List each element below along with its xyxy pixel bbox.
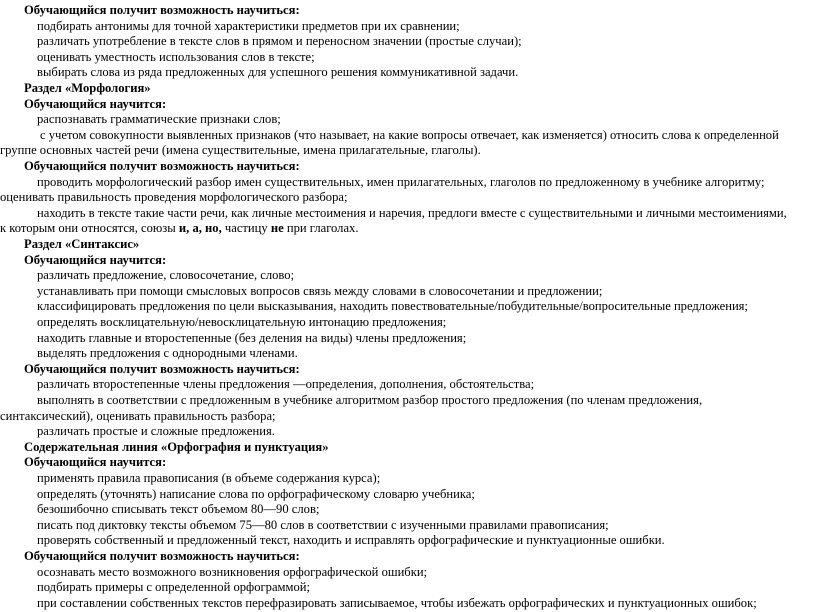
bold-fragment: и, а, но, xyxy=(178,221,222,236)
text-line: классифицировать предложения по цели высказывания, находить повествовательные/побудительные/вопросительные предложения; xyxy=(37,299,748,314)
section-heading: Обучающийся получит возможность научиться: xyxy=(24,361,300,376)
text-line: подбирать антонимы для точной характеристики предметов при их сравнении; xyxy=(37,18,460,33)
text-line: распознавать грамматические признаки слов; xyxy=(37,112,281,127)
text-line: безошибочно списывать текст объемом 80—90 слов; xyxy=(37,502,320,517)
text-line: различать простые и сложные предложения. xyxy=(37,424,275,439)
text-fragment: при глаголах. xyxy=(283,221,359,236)
text-line: при составлении собственных текстов перефразировать записываемое, чтобы избежать орфографических и пунктуационных ошибок; xyxy=(37,595,757,610)
text-line: различать предложение, словосочетание, слово; xyxy=(37,268,295,283)
text-line: различать употребление в тексте слов в прямом и переносном значении (простые случаи); xyxy=(37,34,522,49)
text-line: выделять предложения с однородными членами. xyxy=(37,346,298,361)
text-line: находить главные и второстепенные (без деления на виды) члены предложения; xyxy=(37,330,467,345)
text-line: писать под диктовку тексты объемом 75—80 слов в соответствии с изученными правилами правописания; xyxy=(37,517,609,532)
text-line: определять (уточнять) написание слова по орфографическому словарю учебника; xyxy=(37,486,475,501)
text-line: синтаксический), оценивать правильность разбора; xyxy=(0,408,276,423)
text-line: применять правила правописания (в объеме содержания курса); xyxy=(37,471,381,485)
text-line: проверять собственный и предложенный текст, находить и исправлять орфографические и пунктуационные ошибки. xyxy=(37,533,665,548)
text-line xyxy=(0,220,812,237)
text-line: различать второстепенные члены предложения —определения, дополнения, обстоятельства; xyxy=(37,377,535,392)
text-line: определять восклицательную/невосклицательную интонацию предложения; xyxy=(37,315,447,329)
text-fragment: к которым они относятся, союзы xyxy=(0,221,179,236)
text-line: группе основных частей речи (имена существительные, имена прилагательные, глаголы). xyxy=(0,143,481,158)
text-line: проводить морфологический разбор имен существительных, имен прилагательных, глаголов по предложенному в учебнике алгоритму; xyxy=(37,174,765,189)
section-heading: Обучающийся научится: xyxy=(24,252,167,267)
section-heading: Раздел «Морфология» xyxy=(24,81,151,95)
section-heading: Обучающийся получит возможность научиться: xyxy=(24,549,300,563)
section-heading: Обучающийся получит возможность научиться: xyxy=(24,159,300,173)
text-line: выбирать слова из ряда предложенных для успешного решения коммуникативной задачи. xyxy=(37,65,519,80)
text-line: оценивать уместность использования слов в тексте; xyxy=(37,49,315,64)
section-heading: Обучающийся получит возможность научиться: xyxy=(24,3,300,17)
text-line: устанавливать при помощи смысловых вопросов связь между словами в словосочетании и предложении; xyxy=(37,283,603,298)
bold-fragment: не xyxy=(270,221,284,236)
section-heading: Обучающийся научится: xyxy=(24,96,167,111)
text-fragment: частицу xyxy=(221,221,271,236)
text-line: оценивать правильность проведения морфологического разбора; xyxy=(0,190,348,205)
text-line: осознавать место возможного возникновения орфографической ошибки; xyxy=(37,564,428,579)
section-heading: Раздел «Синтаксис» xyxy=(24,237,140,251)
text-line: с учетом совокупности выявленных признаков (что называет, на какие вопросы отвечает, как изменяется) относить слова к определенной xyxy=(40,127,779,142)
text-line: подбирать примеры с определенной орфограммой; xyxy=(37,580,311,595)
text-line: выполнять в соответствии с предложенным в учебнике алгоритмом разбор простого предложения (по членам предложения, xyxy=(37,393,703,407)
section-heading: Содержательная линия «Орфография и пунктуация» xyxy=(24,439,329,454)
text-line: находить в тексте такие части речи, как личные местоимения и наречия, предлоги вместе с существительными и личными местоимениями, xyxy=(37,205,787,220)
section-heading: Обучающийся научится: xyxy=(24,455,167,470)
